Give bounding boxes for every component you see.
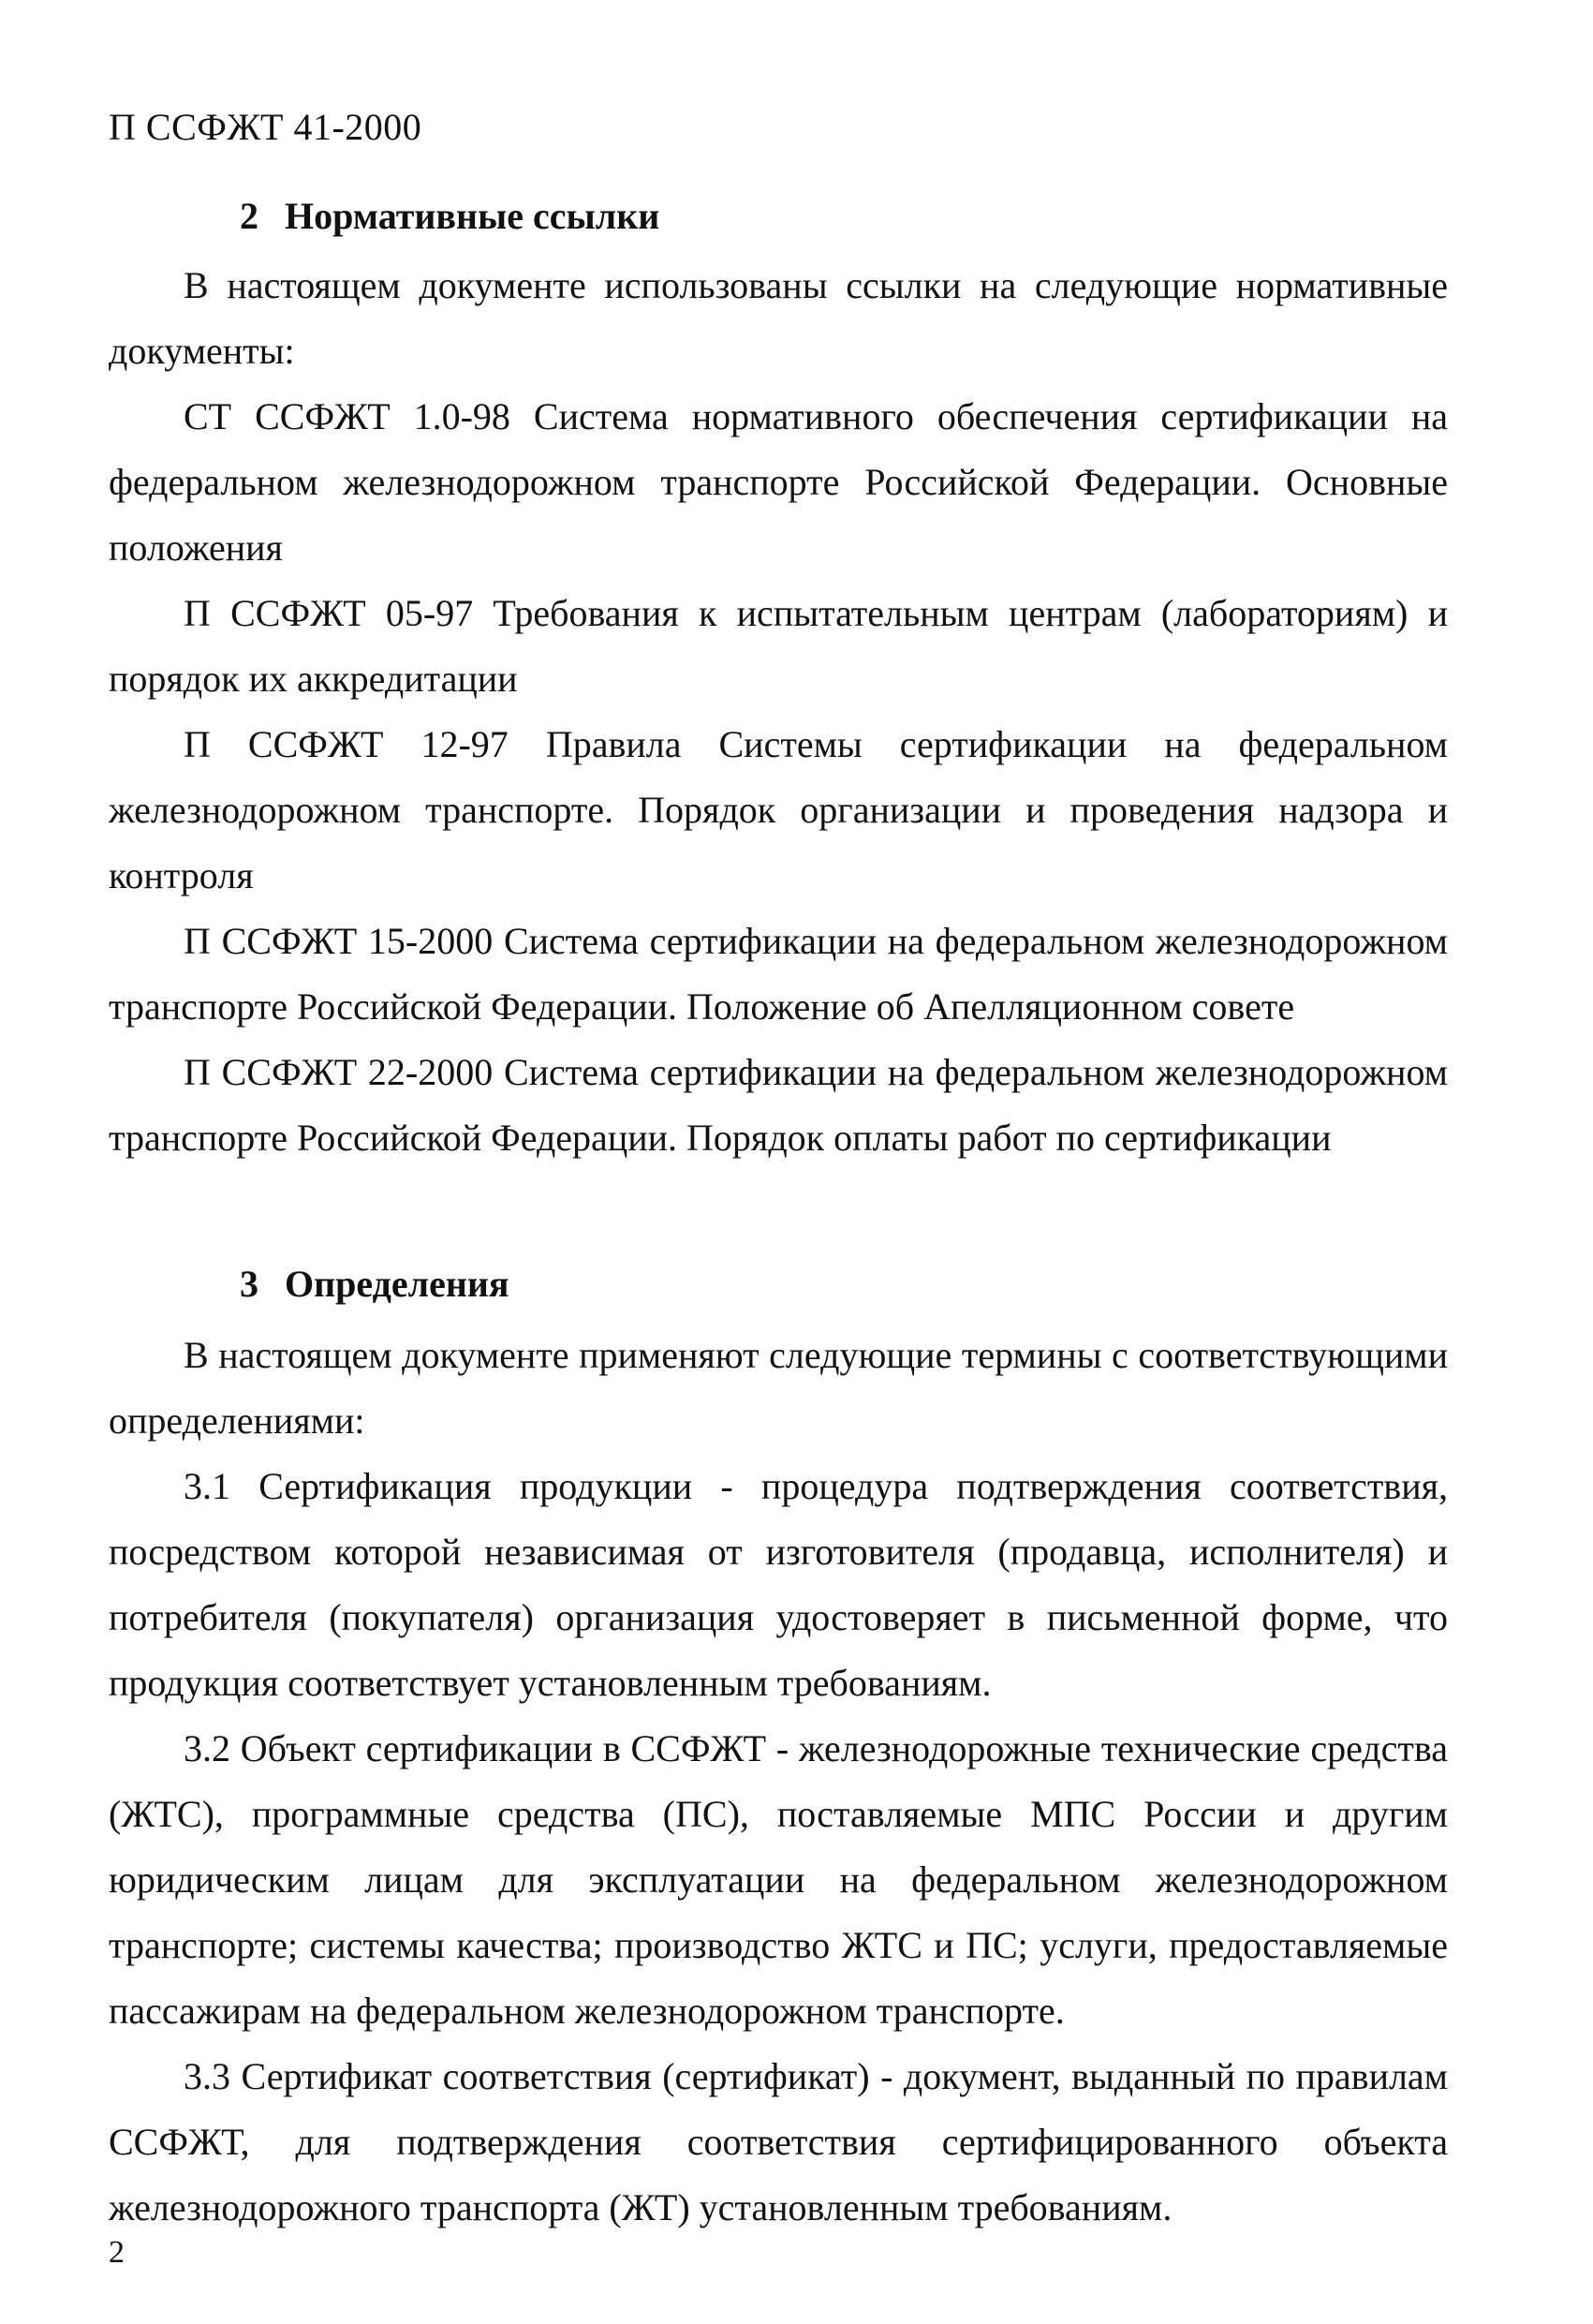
definition-item: 3.2 Объект сертификации в ССФЖТ - железнодорожные технические средства (ЖТС), программные средства (ПС), поставляемые МПС России и другим юридическим лицам для эксплуатации на федеральном железнодорожном транспорте; системы качества; производство ЖТС и ПС; услуги, предоставляемые пассажирам на федеральном железнодорожном транспорте.	[109, 1727, 1448, 2032]
section-2-body	[109, 253, 1448, 1171]
definition-item: 3.3 Сертификат соответствия (сертификат) - документ, выданный по правилам ССФЖТ, для подтверждения соответствия сертифицированного объекта железнодорожного транспорта (ЖТ) установленным требованиям.	[109, 2055, 1448, 2228]
reference-item: П ССФЖТ 22-2000 Система сертификации на федеральном железнодорожном транспорте Российской Федерации. Порядок оплаты работ по сертификации	[109, 1051, 1448, 1159]
section-2-intro: В настоящем документе использованы ссылки на следующие нормативные документы:	[109, 264, 1448, 372]
reference-item: П ССФЖТ 05-97 Требования к испытательным центрам (лабораториям) и порядок их аккредитации	[109, 592, 1448, 700]
section-3-number: 3	[240, 1263, 258, 1305]
section-2-title: Нормативные ссылки	[285, 195, 660, 237]
reference-item: П ССФЖТ 12-97 Правила Системы сертификации на федеральном железнодорожном транспорте. Порядок организации и проведения надзора и контроля	[109, 723, 1448, 896]
page-number: 2	[109, 2235, 125, 2270]
section-2-number: 2	[240, 195, 258, 237]
definition-item: 3.1 Сертификация продукции - процедура подтверждения соответствия, посредством которой независимая от изготовителя (продавца, исполнителя) и потребителя (покупателя) организация удостоверяет в письменной форме, что продукция соответствует установленным требованиям.	[109, 1465, 1448, 1704]
reference-item: П ССФЖТ 15-2000 Система сертификации на федеральном железнодорожном транспорте Российской Федерации. Положение об Апелляционном совете	[109, 920, 1448, 1028]
section-3-intro: В настоящем документе применяют следующие термины с соответствующими определениями:	[109, 1334, 1448, 1442]
document-code: П ССФЖТ 41-2000	[109, 106, 422, 148]
section-3-body	[109, 1323, 1448, 2241]
section-3-heading	[109, 1251, 1448, 1317]
section-3-title: Определения	[285, 1263, 509, 1305]
section-2-heading	[109, 184, 1448, 249]
reference-item: СТ ССФЖТ 1.0-98 Система нормативного обеспечения сертификации на федеральном железнодорожном транспорте Российской Федерации. Основные положения	[109, 395, 1448, 569]
